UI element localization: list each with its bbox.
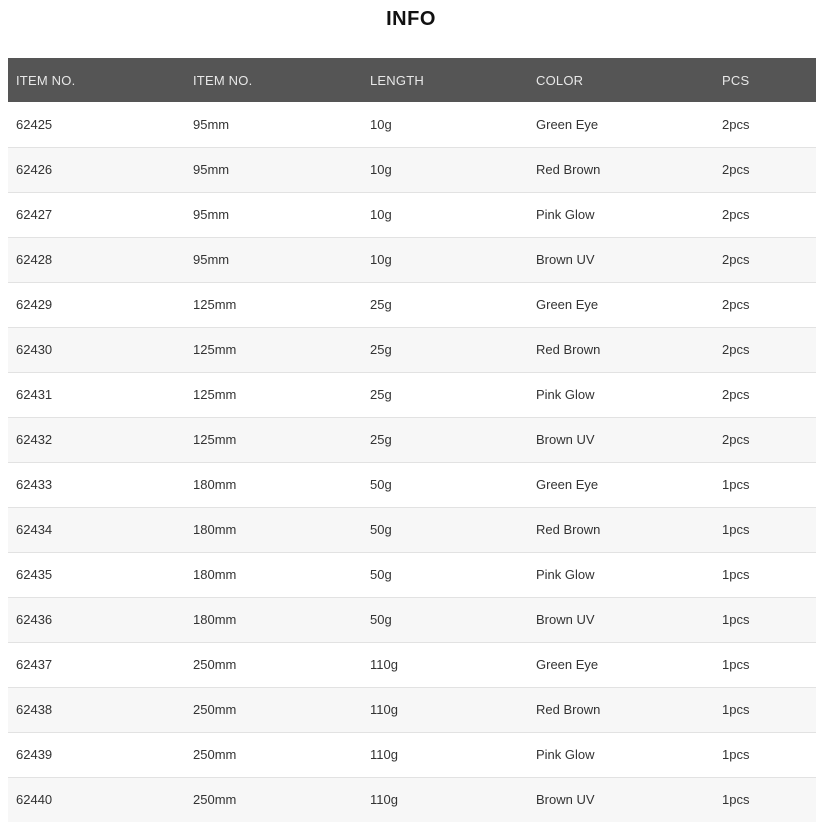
cell-pcs: 2pcs bbox=[722, 207, 750, 222]
cell-weight: 25g bbox=[370, 342, 392, 357]
table-row bbox=[8, 327, 816, 372]
cell-color: Green Eye bbox=[536, 116, 599, 132]
cell-weight: 25g bbox=[370, 432, 392, 447]
info-table-container bbox=[8, 58, 816, 822]
cell-weight: 25g bbox=[370, 387, 392, 402]
table-row bbox=[8, 462, 816, 507]
cell-color: Green Eye bbox=[536, 657, 599, 672]
cell-item-no: 62427 bbox=[16, 207, 53, 222]
cell-weight: 50g bbox=[370, 477, 392, 492]
header-length: LENGTH bbox=[370, 72, 424, 88]
cell-color: Pink Glow bbox=[536, 747, 595, 762]
cell-pcs: 1pcs bbox=[722, 792, 750, 808]
table-row bbox=[8, 732, 816, 777]
table-row bbox=[8, 282, 816, 327]
cell-weight: 110g bbox=[370, 702, 398, 717]
cell-pcs: 2pcs bbox=[722, 162, 750, 177]
cell-size: 180mm bbox=[193, 522, 237, 537]
cell-pcs: 2pcs bbox=[722, 387, 750, 402]
table-row bbox=[8, 687, 816, 732]
table-header-row bbox=[8, 58, 816, 102]
cell-pcs: 1pcs bbox=[722, 702, 750, 717]
cell-weight: 10g bbox=[370, 207, 392, 222]
cell-size: 125mm bbox=[193, 297, 237, 312]
cell-pcs: 1pcs bbox=[722, 567, 750, 582]
cell-color: Green Eye bbox=[536, 477, 599, 492]
table-row bbox=[8, 102, 816, 147]
cell-weight: 110g bbox=[370, 792, 398, 808]
table-row bbox=[8, 507, 816, 552]
cell-size: 180mm bbox=[193, 567, 237, 582]
cell-pcs: 1pcs bbox=[722, 747, 750, 762]
cell-size: 250mm bbox=[193, 792, 237, 808]
cell-pcs: 2pcs bbox=[722, 252, 750, 267]
cell-size: 95mm bbox=[193, 162, 230, 177]
table-row bbox=[8, 552, 816, 597]
cell-pcs: 1pcs bbox=[722, 522, 750, 537]
cell-color: Brown UV bbox=[536, 612, 595, 627]
cell-color: Pink Glow bbox=[536, 387, 595, 402]
table-row bbox=[8, 597, 816, 642]
cell-size: 125mm bbox=[193, 432, 237, 447]
table-row bbox=[8, 192, 816, 237]
cell-weight: 50g bbox=[370, 522, 392, 537]
info-table bbox=[8, 58, 816, 822]
cell-color: Green Eye bbox=[536, 297, 599, 312]
table-body bbox=[8, 102, 816, 822]
cell-item-no: 62426 bbox=[16, 162, 53, 177]
cell-color: Red Brown bbox=[536, 702, 601, 717]
cell-color: Brown UV bbox=[536, 252, 595, 267]
cell-item-no: 62428 bbox=[16, 252, 53, 267]
cell-weight: 10g bbox=[370, 252, 392, 267]
cell-color: Red Brown bbox=[536, 522, 601, 537]
cell-pcs: 1pcs bbox=[722, 477, 750, 492]
header-item-no: ITEM NO. bbox=[16, 72, 76, 88]
table-row bbox=[8, 372, 816, 417]
cell-item-no: 62434 bbox=[16, 522, 53, 537]
cell-size: 250mm bbox=[193, 702, 237, 717]
cell-color: Brown UV bbox=[536, 792, 595, 808]
table-row bbox=[8, 147, 816, 192]
cell-item-no: 62436 bbox=[16, 612, 53, 627]
cell-weight: 50g bbox=[370, 567, 392, 582]
cell-item-no: 62433 bbox=[16, 477, 53, 492]
header-item-no-2: ITEM NO. bbox=[193, 72, 253, 88]
cell-pcs: 1pcs bbox=[722, 657, 750, 672]
table-row bbox=[8, 642, 816, 687]
cell-size: 180mm bbox=[193, 612, 237, 627]
cell-weight: 110g bbox=[370, 657, 398, 672]
cell-item-no: 62437 bbox=[16, 657, 53, 672]
cell-size: 250mm bbox=[193, 747, 237, 762]
page-title: INFO bbox=[386, 8, 436, 30]
cell-pcs: 2pcs bbox=[722, 342, 750, 357]
cell-size: 95mm bbox=[193, 116, 230, 132]
cell-color: Red Brown bbox=[536, 342, 601, 357]
cell-item-no: 62438 bbox=[16, 702, 53, 717]
table-row bbox=[8, 417, 816, 462]
cell-color: Red Brown bbox=[536, 162, 601, 177]
cell-pcs: 2pcs bbox=[722, 432, 750, 447]
cell-item-no: 62435 bbox=[16, 567, 53, 582]
cell-size: 250mm bbox=[193, 657, 237, 672]
cell-size: 95mm bbox=[193, 252, 230, 267]
table-header bbox=[8, 58, 816, 102]
cell-item-no: 62431 bbox=[16, 387, 53, 402]
cell-color: Pink Glow bbox=[536, 567, 595, 582]
cell-item-no: 62429 bbox=[16, 297, 53, 312]
cell-item-no: 62440 bbox=[16, 792, 53, 808]
table-row bbox=[8, 237, 816, 282]
cell-weight: 110g bbox=[370, 747, 398, 762]
cell-pcs: 2pcs bbox=[722, 116, 750, 132]
cell-color: Brown UV bbox=[536, 432, 595, 447]
cell-weight: 10g bbox=[370, 116, 392, 132]
header-pcs: PCS bbox=[722, 72, 750, 88]
cell-pcs: 2pcs bbox=[722, 297, 750, 312]
cell-size: 95mm bbox=[193, 207, 230, 222]
cell-weight: 10g bbox=[370, 162, 392, 177]
cell-item-no: 62430 bbox=[16, 342, 53, 357]
cell-size: 125mm bbox=[193, 387, 237, 402]
cell-weight: 25g bbox=[370, 297, 392, 312]
cell-color: Pink Glow bbox=[536, 207, 595, 222]
table-row bbox=[8, 777, 816, 822]
cell-size: 125mm bbox=[193, 342, 237, 357]
cell-item-no: 62425 bbox=[16, 116, 53, 132]
cell-size: 180mm bbox=[193, 477, 237, 492]
cell-weight: 50g bbox=[370, 612, 392, 627]
cell-item-no: 62439 bbox=[16, 747, 53, 762]
cell-pcs: 1pcs bbox=[722, 612, 750, 627]
cell-item-no: 62432 bbox=[16, 432, 53, 447]
header-color: COLOR bbox=[536, 72, 584, 88]
